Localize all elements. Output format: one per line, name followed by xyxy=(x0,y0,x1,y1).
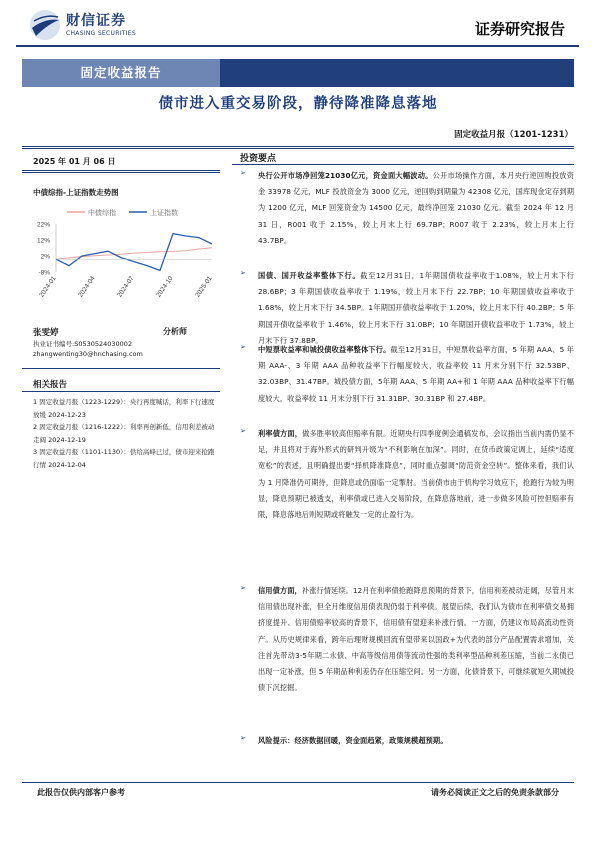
related-report-item[interactable]: 2 固定收益月报（1216-1222）：利率再创新低，信用利差被动走阔 2024-12-19 xyxy=(33,423,215,444)
report-type-label: 证券研究报告 xyxy=(474,20,565,38)
related-reports-title: 相关报告 xyxy=(33,380,68,390)
chart-title: 中债综指-上证指数走势图 xyxy=(33,188,119,197)
title-divider xyxy=(22,146,574,147)
key-point-heading: 利率债方面， xyxy=(258,429,303,438)
left-divider xyxy=(22,170,220,171)
legend-label: 上证指数 xyxy=(150,210,178,217)
analyst-certificate: 执业证书编号:S0530524030002 xyxy=(33,340,133,348)
key-point-body: 公开市场操作方面，本月央行逆回购投放资金 33978 亿元，MLF 投放资金为 3000 亿元，逆回购到期量为 42308 亿元，国库现金定存到期为 1200 亿元，MLF 回笼资金为 14500 亿元，最终净回笼 21030 亿元。截至 2024 年 12 月 31 日，R001 收于 2.15%，较上月末上行 69.7BP；R007 收于 2.23%，较上月末上行 43.7BP。 xyxy=(258,171,574,245)
analyst-role: 分析师 xyxy=(163,327,187,336)
y-tick-label: -8% xyxy=(38,269,50,277)
key-point-heading: 央行公开市场净回笼21030亿元，资金面大幅波动。 xyxy=(258,171,433,180)
related-divider-thin xyxy=(22,391,220,392)
key-point-item xyxy=(240,426,574,523)
analyst-name: 张雯婷 xyxy=(33,328,59,338)
y-tick-label: 2% xyxy=(40,253,50,261)
key-points-divider xyxy=(232,164,574,165)
related-report-item[interactable]: 1 固定收益月报（1223-1229）：央行再度喊话，利率下行速度放缓 2024-12-23 xyxy=(33,398,215,419)
arrow-bullet-icon: ➢ xyxy=(240,343,246,351)
key-point-item xyxy=(240,168,574,249)
chart-y-axis xyxy=(37,222,56,277)
key-point-item xyxy=(240,268,574,349)
arrow-bullet-icon: ➢ xyxy=(240,584,246,592)
arrow-bullet-icon: ➢ xyxy=(240,169,246,177)
key-point-body: 补涨行情延续。12月在利率债抢跑降息预期的背景下，信用利差被动走阔，尽管月末信用债出现补涨，但全月维度信用债表现仍弱于利率债。展望后续，我们认为债市在利率债交易拥挤度提升、信用债赔率较高的背景下，信用债有望迎来补涨行情。一方面，仍建议布局高流动性资产。从历史规律来看，跨年后理财规模回流有望带来以国政+为代表的部分产品配置需求增加，关注首先带动3-5年期二永债、中高等级信用债等流动性强的类利率型品种利差压缩，当前二永债已出现一定补涨，但 5 年期品种利差仍存在压缩空间。另一方面，化债背景下，可继续就短久期城投债下沉挖掘。 xyxy=(258,586,574,693)
key-point-body: 做多胜率较高但赔率有限。近期央行四季度例会通稿发布，会议指出当前内需仍显不足，并且将对于海外形式的研判升级为“不利影响在加深”。同时，在货币政策定调上，延续“适度宽松”的表述，且明确提出要“择机降准降息”，同时重点强调“防范资金空转”。整体来看，我们认为 1 月降准仍可期待，但降息或仍面临一定掣肘。当前债市由于机构学习效应下，抢跑行为较为明显，降息预期已被透支，利率债或已进入交易阶段，在降息落地前，进一步做多风险可控但赔率有限，降息落地后则短期或将触发一定的止盈行为。 xyxy=(258,429,574,520)
footer-divider xyxy=(22,782,574,783)
series-line xyxy=(56,234,212,271)
key-point-item xyxy=(240,583,574,696)
analyst-email[interactable]: zhangwenting30@hnchasing.com xyxy=(33,350,143,358)
risk-warning-text: 风险提示：经济数据回暖，资金面趋紧，政策规模超预期。 xyxy=(258,736,448,745)
related-report-item[interactable]: 3 固定收益月报（1101-1130）：供给高峰已过，债市迎来抢跑行情 2024-12-04 xyxy=(33,448,215,469)
footer-disclaimer-right: 请务必阅读正文之后的免责条款部分 xyxy=(431,788,559,797)
x-tick-label: 2024-01 xyxy=(38,275,58,299)
logo-text-en: CHASING SECURITIES xyxy=(66,30,136,37)
y-tick-label: 22% xyxy=(36,221,50,229)
key-point-heading: 国债、国开收益率整体下行。 xyxy=(258,271,361,280)
chart-plot-area xyxy=(56,234,212,271)
arrow-bullet-icon: ➢ xyxy=(240,427,246,435)
y-tick-label: 12% xyxy=(36,237,50,245)
left-divider-thin xyxy=(22,172,220,173)
chart-legend xyxy=(67,208,178,217)
header-divider xyxy=(16,45,579,47)
x-tick-label: 2024-07 xyxy=(116,275,136,299)
index-trend-chart xyxy=(22,200,220,320)
logo-text-cn: 财信证券 xyxy=(66,13,126,29)
report-subtitle: 固定收益月报（1201-1231） xyxy=(454,130,573,140)
company-logo xyxy=(28,8,178,44)
x-tick-label: 2024-04 xyxy=(77,275,97,299)
report-title: 债市进入重交易阶段，静待降准降息落地 xyxy=(158,95,438,112)
legend-label: 中债综指 xyxy=(88,210,116,217)
key-point-heading: 信用债方面， xyxy=(258,586,302,595)
key-points-title: 投资要点 xyxy=(240,154,277,164)
related-divider xyxy=(22,368,220,369)
key-point-body: 截至12月31日，中短票收益率方面，5 年期 AAA、5 年期 AAA-、3 年期 AAA 品种收益率下行幅度较大，收益率较 11 月末分别下行 32.53BP、32.03BP、31.47BP。城投债方面，5年期 AAA、5 年期 AA+和 1 年期 AAA 品种收益率下行幅度较大，收益率较 11 月末分别下行 31.31BP、30.31BP 和 27.4BP。 xyxy=(258,345,574,403)
key-point-item xyxy=(240,342,574,407)
risk-warning xyxy=(240,733,574,749)
x-tick-label: 2024-10 xyxy=(155,275,175,299)
arrow-bullet-icon: ➢ xyxy=(240,734,246,742)
title-divider-thin xyxy=(22,148,574,149)
category-label: 固定收益报告 xyxy=(80,65,162,80)
arrow-bullet-icon: ➢ xyxy=(240,269,246,277)
chart-x-axis xyxy=(38,259,214,298)
report-date: 2025 年 01 月 06 日 xyxy=(33,157,116,166)
footer-disclaimer-left: 此报告仅供内部客户参考 xyxy=(37,788,125,797)
key-point-body: 截至12月31日，1年期国债收益率收于1.08%，较上月末下行 28.6BP；3 年期国债收益率收于 1.19%，较上月末下行 22.7BP；10 年期国债收益率收于 1.68%，较上月末下行 34.5BP。1年期国开债收益率收于 1.20%，较上月末下行 40.2BP；5 年期国开债收益率收于 1.46%，较上月末下行 31.0BP；10 年期国开债收益率收于 1.73%，较上月末下行 37.8BP。 xyxy=(258,271,574,345)
key-point-heading: 中短票收益率和城投债收益率整体下行。 xyxy=(258,345,391,354)
x-tick-label: 2025-01 xyxy=(194,275,214,299)
logo-emblem-icon xyxy=(28,8,62,42)
